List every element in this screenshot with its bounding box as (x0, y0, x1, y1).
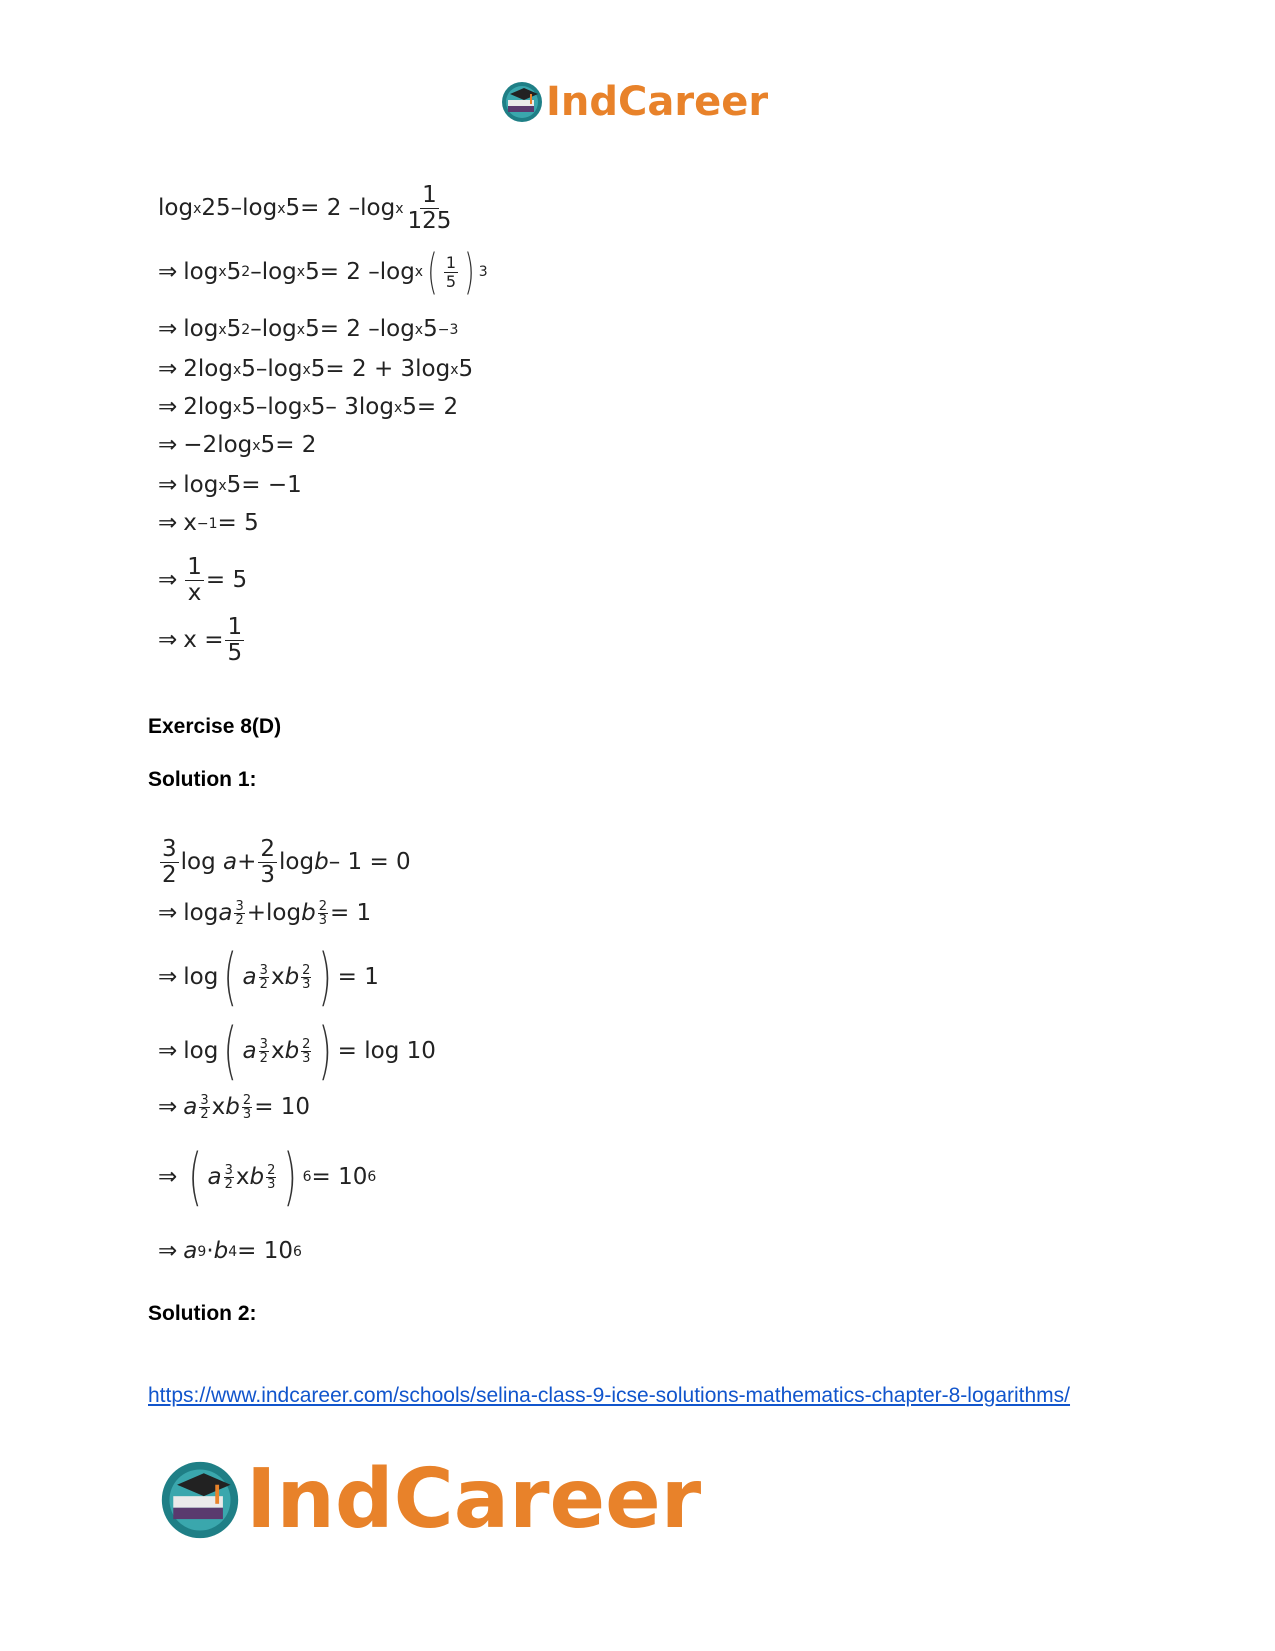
equation-line-5: ⇒ 2 log x 5 – log x 5 – 3 log x 5 = 2 (158, 394, 459, 420)
solution1-line-7: ⇒ a 9 · b 4 = 10 6 (158, 1238, 302, 1264)
exercise-heading: Exercise 8(D) (148, 715, 282, 738)
source-link[interactable]: https://www.indcareer.com/schools/selina-class-9-icse-solutions-mathematics-chapter-8-logarithms/ (148, 1384, 1071, 1407)
equation-line-6: ⇒ −2 log x 5 = 2 (158, 432, 317, 458)
solution-1-heading: Solution 1: (148, 768, 257, 791)
equation-line-10: ⇒ x = $\frac{1}{5}$ (158, 614, 243, 666)
graduation-globe-icon (158, 1458, 242, 1542)
solution1-line-4: ⇒ log ( a $\frac{3}{2}$ x b $\frac{2}{3}$ ) = log 10 (158, 1014, 436, 1087)
solution1-line-2: ⇒ log a $\frac{3}{2}$ + log b $\frac{2}{3}$ = 1 (158, 899, 372, 928)
solution1-line-5: ⇒ a $\frac{3}{2}$ x b $\frac{2}{3}$ = 10 (158, 1093, 311, 1122)
equation-line-1: log x 25 – log x 5 = 2 – log x $\frac{1}{125}$ (158, 182, 452, 234)
solution1-line-6: ⇒ ( a $\frac{3}{2}$ x b $\frac{2}{3}$ ) 6 = 10 6 (158, 1140, 377, 1213)
equation-line-9: ⇒ $\frac{1}{x}$ = 5 (158, 554, 248, 606)
brand-name: IndCareer (546, 79, 769, 125)
equation-line-3: ⇒ log x 5 2 – log x 5 = 2 – log x 5 −3 (158, 316, 459, 342)
indcareer-logo-top (500, 80, 768, 124)
solution1-line-3: ⇒ log ( a $\frac{3}{2}$ x b $\frac{2}{3}$ ) = 1 (158, 940, 379, 1013)
brand-name: IndCareer (246, 1452, 702, 1547)
equation-line-2: ⇒ log x 5 2 – log x 5 = 2 – log x ( $\frac{1}{5}$ ) 3 (158, 244, 488, 300)
indcareer-logo-bottom (158, 1452, 702, 1547)
graduation-globe-icon (500, 80, 544, 124)
solution-2-heading: Solution 2: (148, 1302, 257, 1325)
equation-line-8: ⇒ x −1 = 5 (158, 510, 259, 536)
equation-line-4: ⇒ 2 log x 5 – log x 5 = 2 + 3 log x 5 (158, 356, 474, 382)
equation-line-7: ⇒ log x 5 = −1 (158, 472, 302, 498)
solution1-line-1: $\frac{3}{2}$ log a + $\frac{2}{3}$ log b – 1 = 0 (162, 836, 411, 888)
